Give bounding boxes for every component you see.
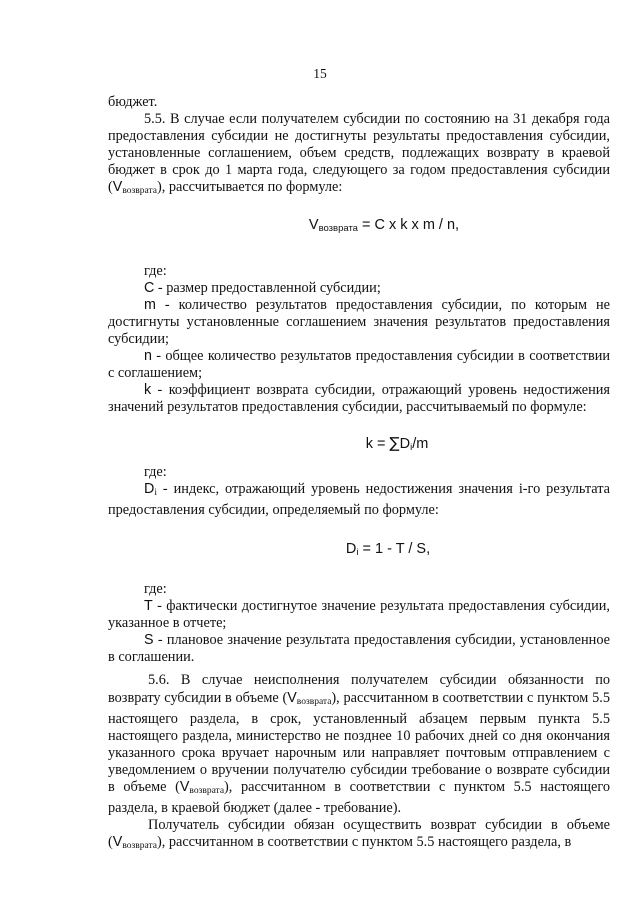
document-body: [108, 94, 610, 855]
paragraph-return-obligation: Получатель субсидии обязан осуществить возврат субсидии в объеме $(V_{возврата})$, рассчитанном в соответствии с пунктом 5.5 настоящего раздела, в: [108, 817, 610, 852]
definition-s: S - плановое значение результата предоставления субсидии, установленное в соглашении.: [108, 632, 610, 666]
where-label-3: где:: [144, 580, 167, 597]
definition-c: C - размер предоставленной субсидии;: [144, 279, 381, 296]
paragraph-budget: бюджет.: [108, 94, 158, 110]
definition-n: n - общее количество результатов предоставления субсидии в соответствии с соглашением;: [108, 348, 610, 382]
where-label-1: где:: [144, 262, 167, 279]
where-label-2: где:: [144, 463, 167, 480]
definition-k: k - коэффициент возврата субсидии, отражающий уровень недостижения значений результатов предоставления субсидии, рассчитываемый по формуле:: [108, 382, 610, 416]
formula-k: k = ∑Di/m: [365, 433, 429, 453]
definition-d: Di - индекс, отражающий уровень недостижения значения i-го результата предоставления субсидии, определяемый по формуле:: [108, 480, 610, 518]
definition-m: m - количество результатов предоставления субсидии, по которым не достигнуты установленные соглашением значения результатов предоставления субсидии;: [108, 296, 610, 348]
page-number: 15: [313, 66, 327, 81]
formula-v-return: Vвозврата = C x k x m / n,: [308, 216, 460, 234]
paragraph-5-6: 5.6. В случае неисполнения получателем субсидии обязанности по возврату субсидии в объеме $(V_{возврата})$, рассчитанном в соответствии с пунктом 5.5 настоящего раздела, в срок, установленный абзацем первым пункта 5.5 настоящего раздела, министерство не позднее 10 рабочих дней со дня окончания указанного срока вручает нарочным или направляет почтовым отправлением с уведомлением о вручении получателю субсидии требование о возврате субсидии в объеме $(V_{возврата})$, рассчитанном в соответствии с пунктом 5.5 настоящего раздела, в краевой бюджет (далее - требование).: [108, 672, 610, 817]
paragraph-5-5: 5.5. В случае если получателем субсидии по состоянию на 31 декабря года предоставления субсидии не достигнуты результаты предоставления субсидии, установленные соглашением, объем средств, подлежащих возврату в краевой бюджет в срок до 1 марта года, следующего за годом предоставления субсидии $(V_{возврата})$, рассчитывается по формуле:: [108, 111, 610, 197]
formula-d: Di = 1 - T / S,: [345, 540, 431, 558]
definition-t: T - фактически достигнутое значение результата предоставления субсидии, указанное в отчете;: [108, 598, 610, 632]
